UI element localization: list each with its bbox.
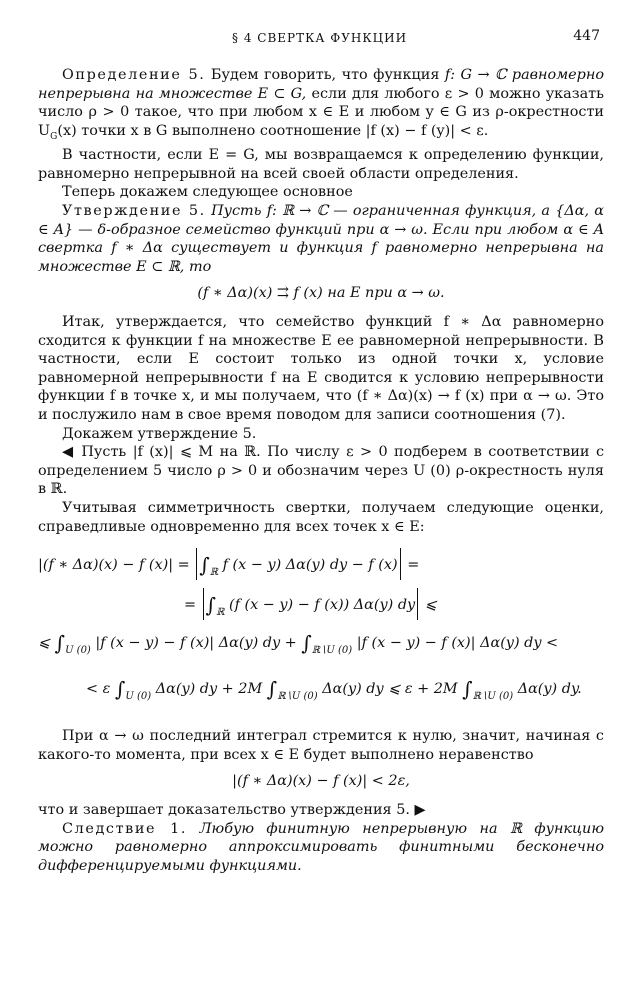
corollary-text: Любую финитную непрерывную на ℝ функцию можно равномерно аппроксимировать финитными бесконечно дифференцируемыми функциями. [38, 820, 604, 874]
statement-label: Утверждение 5. [62, 203, 206, 220]
definition-map: f: G → ℂ [444, 67, 507, 83]
estimate-l3-a: |f (x − y) − f (x)| Δα(y) dy + [95, 635, 297, 652]
estimate-line-1: |(f ∗ Δα)(x) − f $(x)| = \int_ℝ$ f (x − y) Δα(y) dy − f (x) = [38, 548, 419, 580]
estimate-l4-d: Δα(y) dy. [517, 681, 582, 698]
integral-sub-R-minus-U0: ℝ∖U (0) [311, 645, 353, 657]
integral-sub-R-minus-U0: ℝ∖U (0) [472, 691, 514, 703]
integral-sub-R: ℝ [209, 567, 219, 579]
integral-sign: ∫ [54, 631, 66, 656]
definition-5: Определение 5. Будем говорить, что функция f: G → ℂ равномерно непрерывна на множестве E ⊂ G, если для любого ε > 0 можно указать число ρ > 0 такое, что при любом x ∈ E и любом y ∈ G из ρ-окрестности $U_G(x)$ точки x в G выполнено соотношение |f (x) − f (y)| < ε. [38, 67, 605, 142]
definition-text-b2: (x) точки x в G выполнено соотношение |f (x) − f (y)| < ε. [57, 122, 489, 139]
integral-sub-U0: U (0) [65, 645, 91, 657]
integral-sub-R: ℝ [216, 607, 225, 619]
formula-inequality: |(f ∗ Δα)(x) − f (x)| < 2ε, [232, 773, 410, 790]
estimate-l3-b: |f (x − y) − f (x)| Δα(y) dy < [356, 635, 559, 652]
abs-bar [203, 588, 204, 620]
definition-text-a: Будем говорить, что функция [205, 67, 445, 83]
integral-sign: ∫ [301, 631, 312, 656]
integral-sub-R-minus-U0: ℝ∖U (0) [277, 691, 318, 703]
paragraph-proof-intro: Докажем утверждение 5. [62, 425, 257, 442]
paragraph-let: ◀ Пусть |f (x)| ⩽ M на ℝ. По числу ε > 0 подберем в соответствии с определением 5 число ρ > 0 и обозначим через U (0) ρ-окрестность нуля в ℝ. [38, 444, 604, 498]
running-title: § 4 СВЕРТКА ФУНКЦИИ [232, 31, 408, 45]
corollary-1 [38, 820, 604, 876]
paragraph-complete: что и завершает доказательство утверждения 5. ▶ [38, 801, 426, 818]
estimate-l1-left: |(f ∗ Δα)(x) − f (x)| = [38, 557, 190, 574]
abs-bar [400, 548, 401, 580]
integral-sign: ∫ [199, 553, 210, 578]
integral-sign: ∫ [462, 677, 473, 702]
paragraph-symmetry: Учитывая симметричность свертки, получаем следующие оценки, справедливые одновременно для всех точек x ∈ E: [38, 499, 604, 535]
integral-sign: ∫ [266, 677, 278, 702]
paragraph-when: При α → ω последний интеграл стремится к нулю, значит, начиная с какого-то момента, при всех x ∈ E будет выполнено неравенство [38, 728, 604, 763]
paragraph-prove: Теперь докажем следующее основное [62, 184, 353, 201]
integral-sub-U0: U (0) [125, 691, 152, 703]
estimate-line-3: ⩽ $\int_{U (0)}$ |f (x − y) − f (x)| Δα(y) dy + $\int_{ℝ∖U (0)}$ |f (x − y) − f (x)| Δα(y) dy < [38, 631, 559, 657]
estimate-line-2: = $\int_ℝ$ (f (x − y) − f (x)) Δα(y) dy ⩽ [184, 588, 437, 620]
abs-bar [196, 548, 197, 580]
formula-main: (f ∗ Δα)(x) ⇉ f (x) на E при α → ω. [197, 285, 445, 302]
estimate-l4-b: Δα(y) dy + 2M [155, 681, 263, 698]
definition-term: равномерно непрерывна на множестве E ⊂ G, [38, 67, 605, 102]
estimate-l4-a: < ε [86, 681, 111, 698]
paragraph-thus: Итак, утверждается, что семейство функций f ∗ Δα равномерно сходится к функции f на множестве E ее равномерной непрерывности. В частности, если E состоит только из одной точки x, условие равномерной непрерывности f на E сводится к условию непрерывности функции f в точке x, и мы получаем, что (f ∗ Δα)(x) → f (x) при α → ω. Это и послужило нам в свое время поводом для записи соотношения (7). [38, 314, 604, 423]
statement-text: Пусть f: ℝ → ℂ — ограниченная функция, а {Δα, α ∈ A} — δ-образное семейство функций при α → ω. Если при любом α ∈ A свертка f ∗ Δα существует и функция f равномерно непрерывна на множестве E ⊂ ℝ, то [38, 203, 604, 275]
estimate-l1-right: f (x − y) Δα(y) dy − f (x) [222, 557, 398, 574]
estimate-chain [38, 542, 604, 717]
estimate-l2-right: (f (x − y) − f (x)) Δα(y) dy [228, 597, 416, 614]
estimate-line-4 [86, 677, 582, 703]
definition-text-b: если для любого ε > 0 можно указать число ρ > 0 такое, что при любом x ∈ E и любом y ∈ G из ρ-окрестности U [38, 85, 604, 139]
page-header [60, 28, 600, 48]
page-body [38, 66, 604, 875]
paragraph-particular: В частности, если E = G, мы возвращаемся к определению функции, равномерно непрерывной на всей своей области определения. [38, 147, 604, 182]
statement-5 [38, 202, 604, 276]
estimate-l4-c: Δα(y) dy ⩽ ε + 2M [322, 681, 458, 698]
page-number: 447 [573, 28, 600, 44]
integral-sign: ∫ [114, 677, 126, 702]
corollary-label: Следствие 1. [62, 820, 188, 837]
definition-label: Определение 5. [62, 67, 206, 83]
abs-bar [417, 588, 418, 620]
integral-sign: ∫ [205, 593, 217, 618]
